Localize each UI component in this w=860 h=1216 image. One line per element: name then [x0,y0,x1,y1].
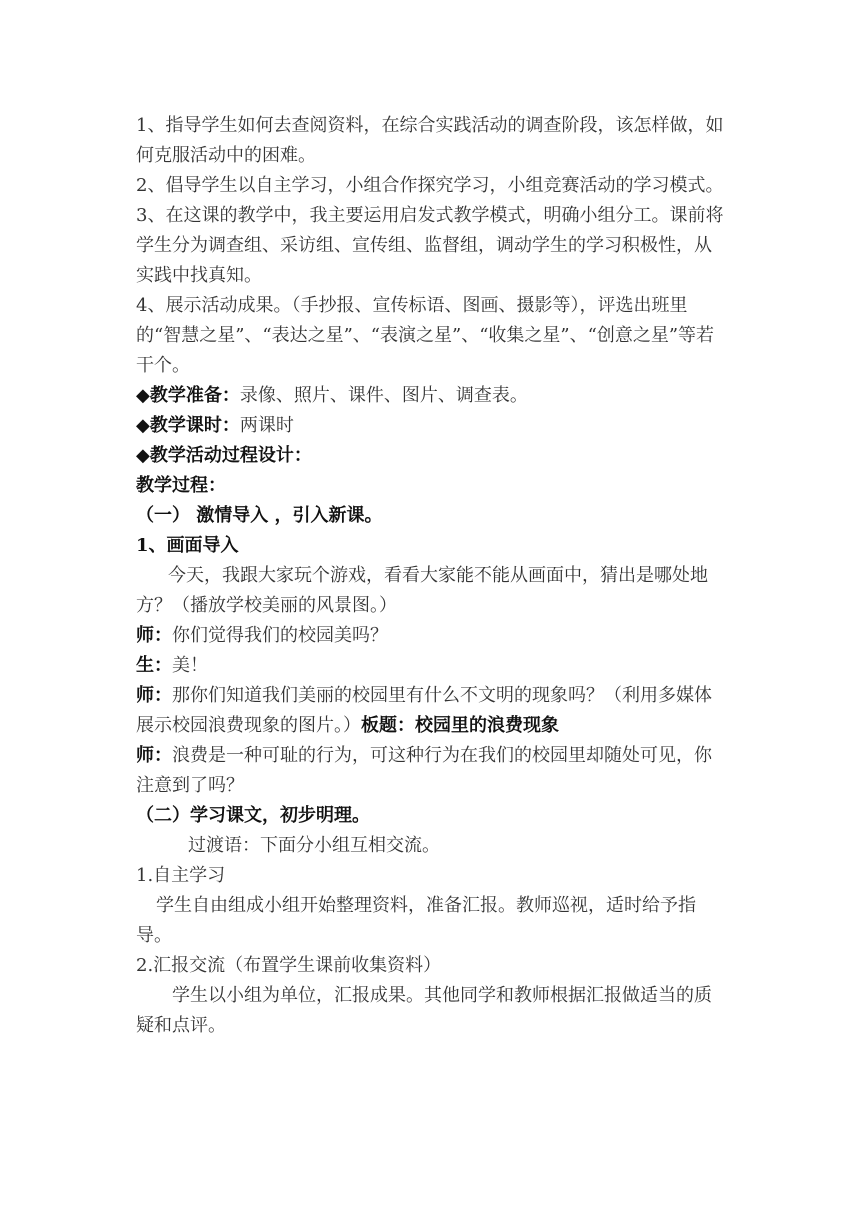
teaching-preparation-text: 录像、照片、课件、图片、调查表。 [239,385,528,406]
section-2-sub-2-text: 学生以小组为单位，汇报成果。其他同学和教师根据汇报做适当的质疑和点评。 [136,985,712,1036]
speaker-teacher: 师： [136,685,172,706]
section-1-heading: （一） 激情导入 ，引入新课。 [136,505,383,526]
dialogue-line [136,741,728,801]
process-heading: 教学过程： [136,475,226,496]
teaching-hours-label: 教学课时： [149,415,240,436]
teaching-hours [136,411,728,441]
document-page [136,111,728,1041]
section-1-sub-1: 1、画面导入 [136,535,239,556]
objective-3: 3、在这课的教学中，我主要运用启发式教学模式，明确小组分工。课前将学生分为调查组、采访组、宣传组、监督组，调动学生的学习积极性，从实践中找真知。 [136,205,724,286]
process-design-label: 教学活动过程设计： [149,445,312,466]
board-title: 板题：校园里的浪费现象 [361,715,559,736]
speaker-teacher: 师： [136,745,172,766]
teaching-hours-text: 两课时 [239,415,294,436]
dialogue-line [136,621,728,651]
dialogue-text: 美！ [172,655,208,676]
diamond-bullet-icon: ◆ [136,385,150,406]
speaker-teacher: 师： [136,625,172,646]
process-design [136,441,728,471]
section-2-sub-1-text: 学生自由组成小组开始整理资料，准备汇报。教师巡视，适时给予指导。 [136,895,696,946]
objective-1: 1、指导学生如何去查阅资料，在综合实践活动的调查阶段，该怎样做，如何克服活动中的困难。 [136,115,724,166]
dialogue-line [136,681,728,741]
section-2-sub-2: 2.汇报交流（布置学生课前收集资料） [136,955,442,976]
objective-2: 2、倡导学生以自主学习，小组合作探究学习，小组竞赛活动的学习模式。 [136,175,724,196]
dialogue-text: 那你们知道我们美丽的校园里有什么不文明的现象吗？（利用多媒体展示校园浪费现象的图片。） [136,685,712,736]
teaching-preparation [136,381,728,411]
speaker-student: 生： [136,655,172,676]
teaching-preparation-label: 教学准备： [149,385,240,406]
dialogue-line [136,651,728,681]
section-1-intro: 今天，我跟大家玩个游戏，看看大家能不能从画面中，猜出是哪处地方？（播放学校美丽的风景图。） [136,565,708,616]
dialogue-text: 你们觉得我们的校园美吗？ [172,625,388,646]
section-2-sub-1: 1.自主学习 [136,865,226,886]
objective-4: 4、展示活动成果。（手抄报、宣传标语、图画、摄影等），评选出班里的“智慧之星”、“表达之星”、“表演之星”、“收集之星”、“创意之星”等若干个。 [136,295,715,376]
transition-text: 过渡语：下面分小组互相交流。 [188,835,440,856]
diamond-bullet-icon: ◆ [136,415,150,436]
section-2-heading: （二）学习课文，初步明理。 [136,805,370,826]
dialogue-text: 浪费是一种可耻的行为，可这种行为在我们的校园里却随处可见，你注意到了吗？ [136,745,712,796]
diamond-bullet-icon: ◆ [136,445,150,466]
